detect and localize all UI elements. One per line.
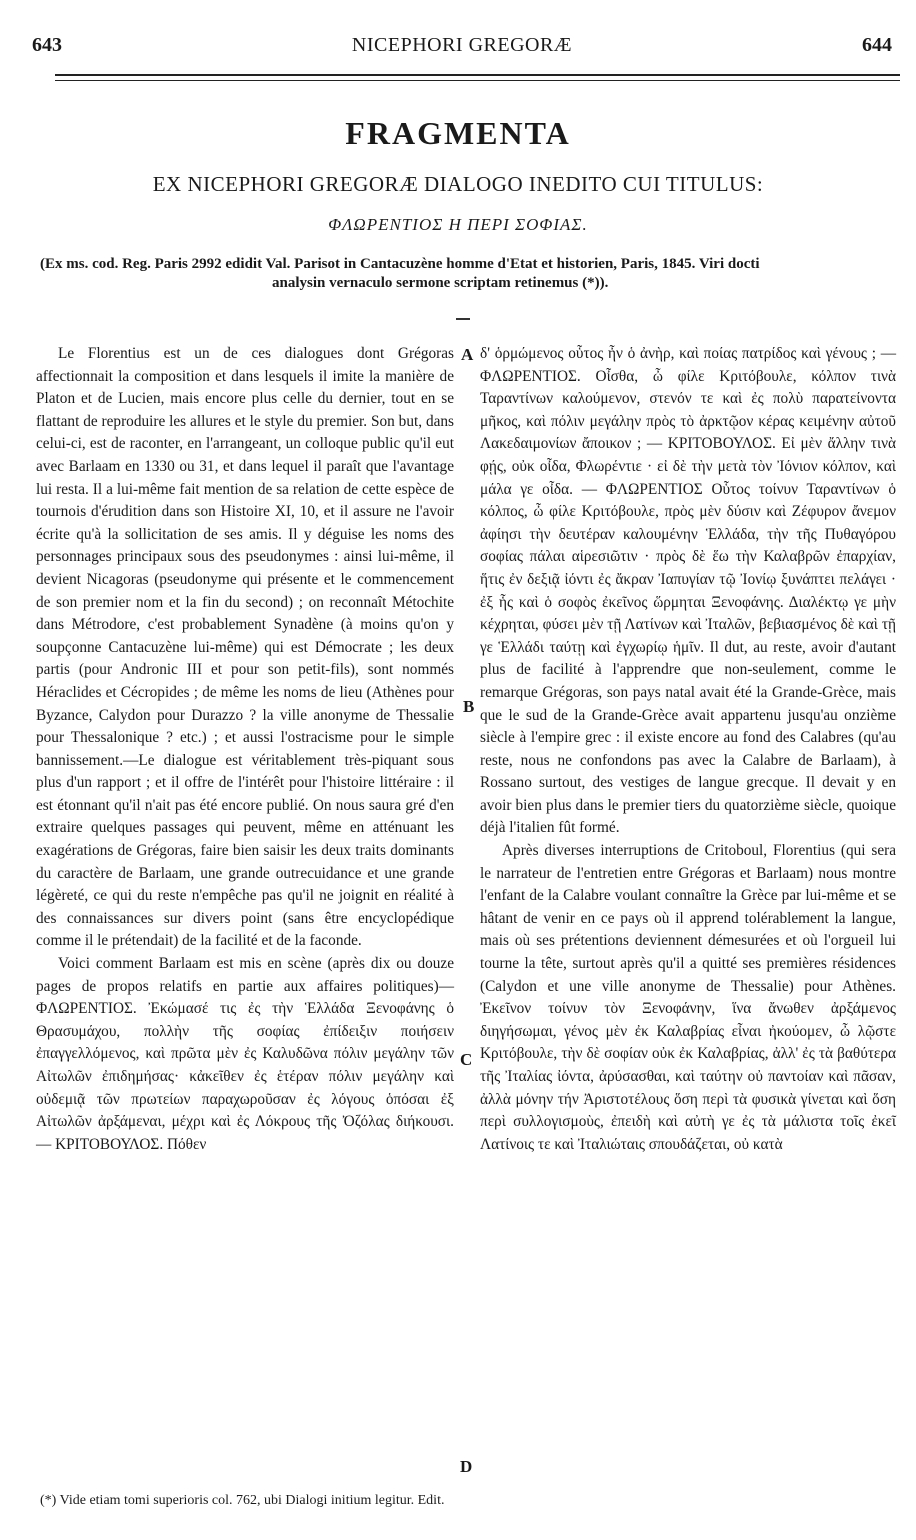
margin-marker-a: A [461, 345, 474, 364]
margin-marker-d: D [460, 1457, 473, 1476]
source-note-line-1: (Ex ms. cod. Reg. Paris 2992 edidit Val. Parisot in Cantacuzène homme d'Etat et historien, Paris, 1845. Viri docti [40, 256, 760, 272]
section-divider [456, 318, 470, 320]
margin-marker-b: B [463, 697, 475, 716]
page-subtitle: EX NICEPHORI GREGORÆ DIALOGO INEDITO CUI TITULUS: [152, 172, 764, 196]
left-paragraph-2: Voici comment Barlaam est mis en scène (après dix ou douze pages de propos relatifs en partie aux affaires politiques)—ΦΛΩΡΕΝΤΙΟΣ. Ἐκώμασέ τις ἐς τὴν Ἑλλάδα Ξενοφάνης ὁ Θρασυμάχου, πολλὴν τῆς σοφίας ἐπίδειξιν ποιήσειν ἐπαγγελλόμενος, καὶ πρῶτα μὲν ἐς Καλυδῶνα πόλιν μεγάλην τῶν Αἰτωλῶν ἐπιδημήσας· κἀκεῖθεν ἐς ἑτέραν πόλιν μεγάλην καὶ οὐδεμιᾷ τῶν πρωτείων παραχωροῦσαν ἐς λόγους ὁπόσαι ἐξ Αἰτωλῶν ἀρξάμεναι, μέχρι καὶ ἐς Λόκρους τῆς Ὀζόλας διήκουσι. — ΚΡΙΤΟΒΟΥΛΟΣ. Πόθεν [36, 955, 454, 1153]
page-title: FRAGMENTA [345, 115, 571, 151]
footnote: (*) Vide etiam tomi superioris col. 762, ubi Dialogi initium legitur. Edit. [40, 1493, 445, 1508]
left-column [36, 343, 454, 1156]
source-note-line-2: analysin vernaculo sermone scriptam retinemus (*)). [272, 275, 609, 291]
header-rule-thin [55, 80, 900, 81]
left-paragraph-1: Le Florentius est un de ces dialogues dont Grégoras affectionnait la composition et dans lesquels il imite la manière de Platon et de Lucien, mais encore plus celle du dernier, tout en se flattant de reproduire les allures et le style du premier. Son but, dans celui-ci, est de raconter, en l'arrangeant, un colloque public qu'il eut avec Barlaam en 1330 ou 31, et dans lequel il paraît que l'avantage lui resta. Il a lui-même fait mention de sa relation de cette espèce de tournois d'érudition dans son Histoire XI, 10, et il assure ne l'avoir écrite qu'à la sollicitation de ses amis. Il y déguise les noms des personnages principaux sous des pseudonymes : ainsi lui-même, il devient Nicagoras (pseudonyme qui présente et le commencement de son premier nom et la fin du second) ; on reconnaît Métochite dans Métrodore, c'est probablement Synadène (à moins qu'on y soupçonne Cantacuzène lui-même) qui est Démocrate ; les deux partis (pour Andronic III et pour son petit-fils), sont nommés Héraclides et Cécropides ; de même les noms de lieu (Athènes pour Byzance, Calydon pour Durazzo ? la ville anonyme de Thessalie pour Thessalonique ? etc.) ; et aussi l'ostracisme pour le simple bannissement.—Le dialogue est véritablement très-piquant sous plus d'un rapport ; et il offre de l'intérêt pour l'histoire littéraire : il est étonnant qu'il n'ait pas été encore publié. On nous saura gré d'en extraire quelques passages qui peuvent, même en atténuant les exagérations de Grégoras, faire bien saisir les deux traits dominants du caractère de Barlaam, une grande outrecuidance et une grande légèreté, ce qui du reste n'empêche pas qu'il ne joignit en réalité à des connaissances sur divers point (sans être encyclopédique comme il le prétendait) de la facilité et de la faconde. [36, 345, 454, 950]
running-title: NICEPHORI GREGORÆ [351, 34, 573, 56]
running-header [32, 34, 892, 60]
right-column [480, 343, 896, 1156]
right-paragraph-1: δ' ὁρμώμενος οὗτος ἦν ὁ ἀνὴρ, καὶ ποίας πατρίδος καὶ γένους ; — ΦΛΩΡΕΝΤΙΟΣ. Οἶσθα, ὦ φίλε Κριτόβουλε, κόλπον τινὰ Ταραντίνων καλούμενον, στενόν τε καὶ ἐς πολὺ παρατείνοντα μῆκος, καὶ πόλιν μεγάλην πρὸς τὸ ἀρκτῷον κέρας κειμένην αὐτοῦ Λακεδαιμονίων ἄποικον ; — ΚΡΙΤΟΒΟΥΛΟΣ. Εἰ μὲν ἄλλην τινὰ φῄς, οὐκ οἶδα, Φλωρέντιε · εἰ δὲ τὴν μετὰ τὸν Ἰόνιον κόλπον, καὶ μάλα γε οἶδα. — ΦΛΩΡΕΝΤΙΟΣ Οὗτος τοίνυν Ταραντίνων ὁ κόλπος, ὦ φίλε Κριτόβουλε, πρὸς μὲν δύσιν καὶ Ζέφυρον ἄνεμον ἀφίησι τὴν δευτέραν καλουμένην Ἑλλάδα, τὴν τῆς Πυθαγόρου σοφίας πάλαι αἱρεσιῶτιν · πρὸς δὲ ἕω τὴν Καλαβρῶν ἐπαρχίαν, ἥτις ἐν δεξιᾷ ἰόντι ἐς ἄκραν Ἰαπυγίαν τῷ Ἰονίῳ ξυνάπτει πελάγει · ἐξ ἧς καὶ ὁ σοφὸς ἐκεῖνος ὥρμηται Ξενοφάνης. Διαλέκτῳ γε μὴν κέχρηται, φύσει μὲν τῇ Λατίνων καὶ Ἰταλῶν, βεβιασμένος δὲ καὶ τῇ γε Ἑλλάδι ταύτῃ καὶ ἐγχωρίῳ ἡμῖν. Il dut, au reste, avoir d'autant plus de facilité à l'apprendre que non-seulement, comme le remarque Grégoras, son pays natal avait été la Grande-Grèce, mais que le sud de la Grande-Grèce avait appartenu jusqu'au onzième siècle à l'empire grec : il existe encore au fond des Calabres (qu'au reste, nous ne confondons pas avec la Calabre de Barlaam), à Rossano surtout, des vestiges de langue grecque. Il devait y en avoir bien plus dans le premier tiers du quatorzième siècle, quoique déjà l'italien fût formé. [480, 345, 896, 837]
margin-marker-c: C [460, 1050, 473, 1069]
right-paragraph-2: Après diverses interruptions de Critoboul, Florentius (qui sera le narrateur de l'entretien entre Grégoras et Barlaam) nous montre l'enfant de la Calabre voulant connaître la Grèce par lui-même et se hâtant de venir en ce pays où il apprend tolérablement la langue, mais où ses prétentions deviennent démesurées et où l'orgueil lui tourne la tête, surtout après qu'il a quitté ses premières résidences (Calydon et une ville anonyme de Thessalie) pour Athènes. Ἐκεῖνον τοίνυν τὸν Ξενοφάνην, ἵνα ἄνωθεν ἀρξάμενος διηγήσωμαι, γένος μὲν ἐκ Καλαβρίας εἶναι ἠκούομεν, ὦ λῷστε Κριτόβουλε, τὴν δὲ σοφίαν οὐκ ἐκ Καλαβρίας, ἀλλ' ἐς τὰ βαθύτερα τῆς Ἰταλίας ἰόντα, ἀρύσασθαι, καὶ ταύτην οὐ παντοίαν καὶ πᾶσαν, ἀλλὰ μόνην τήν Ἀριστοτέλους ὅση περὶ τὰ φυσικὰ γίνεται καὶ ὅση περὶ συλλογισμοὺς, ἐπειδὴ καὶ αὐτὴ γε ἐς τὰ μάλιστα τοῖς ἐκεῖ Λατίνοις τε καὶ Ἰταλιώταις σπουδάζεται, οὐ κατὰ [480, 842, 896, 1153]
source-note [40, 255, 902, 293]
header-rule [55, 74, 900, 76]
greek-title: ΦΛΩΡΕΝΤΙΟΣ Η ΠΕΡΙ ΣΟΦΙΑΣ. [328, 215, 588, 234]
page-number-left: 643 [32, 34, 62, 56]
page-number-right: 644 [862, 34, 892, 56]
